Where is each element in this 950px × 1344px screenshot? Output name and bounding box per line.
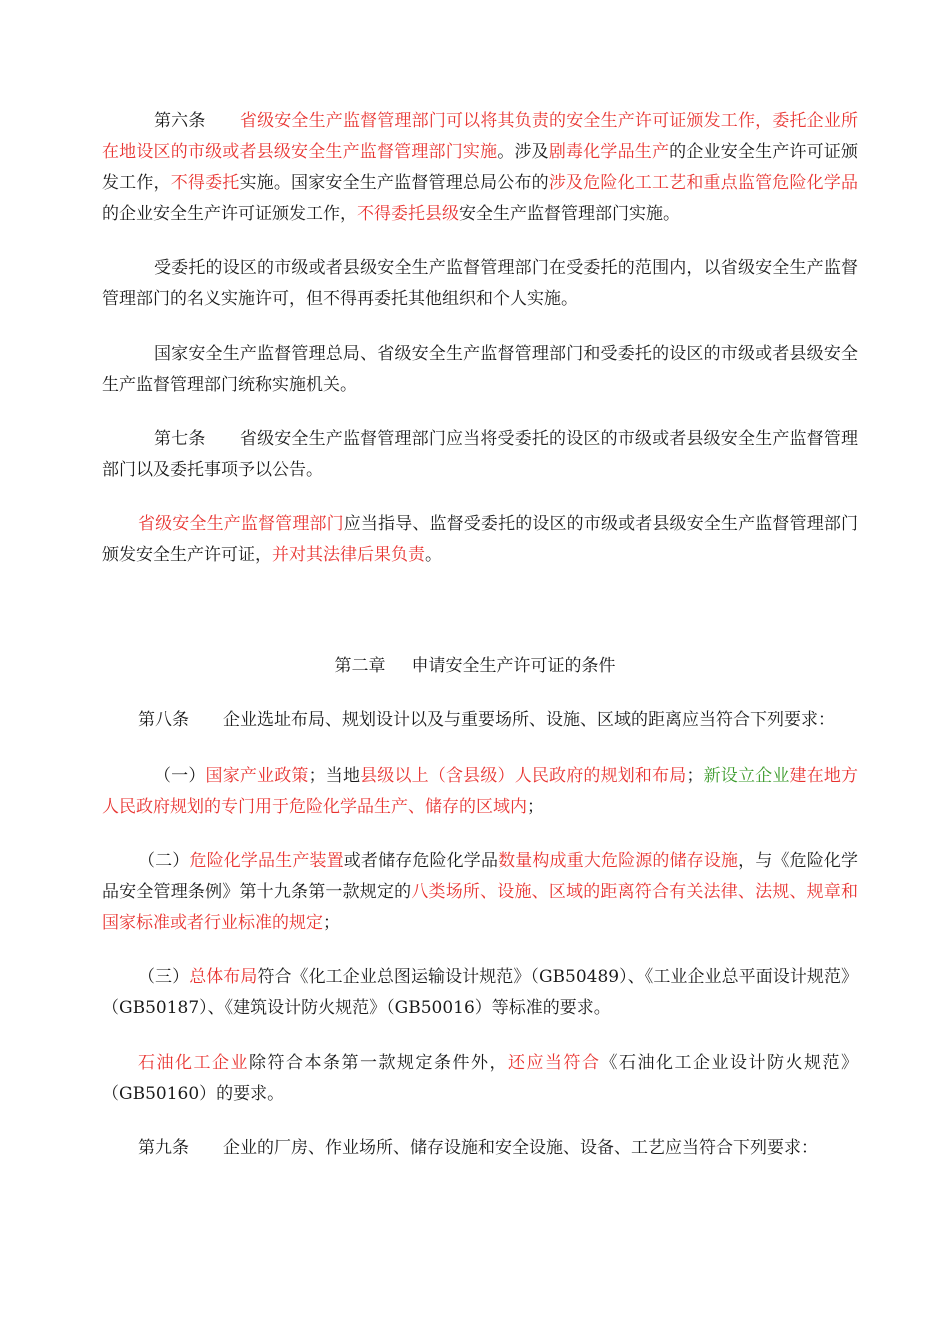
text-segment: 实施。国家安全生产监督管理总局公布的	[239, 173, 549, 193]
text-segment: ，与《危险化学品安全管理条例》第十九条第一款规定的	[102, 851, 859, 902]
text-segment: 国家产业政策	[205, 766, 309, 786]
article-8-item-1	[102, 761, 858, 823]
text-segment: 省级安全生产监督管理部门	[138, 514, 344, 534]
text-segment: ；	[527, 797, 544, 817]
text-segment: 总体布局	[189, 967, 258, 987]
article-9	[102, 1133, 858, 1164]
text-segment: 建在地方人民政府规划的专门用于危险化学品生产、储存的区域内	[102, 766, 859, 817]
article-6-paragraph-2	[102, 253, 858, 315]
text-segment: ；当地	[308, 766, 361, 786]
text-segment: 安全生产监督管理部门实施。	[459, 204, 680, 224]
text-segment: 剧毒化学品生产	[548, 142, 670, 162]
text-segment: 危险化学品生产装置	[189, 851, 344, 871]
article-8-item-3	[102, 962, 858, 1024]
article-7-paragraph-2	[102, 509, 858, 571]
text-segment: 不得委托	[170, 173, 240, 193]
chapter-title: 申请安全生产许可证的条件	[411, 656, 616, 676]
text-segment: 省级安全生产监督管理部门应当将受委托的设区的市级或者县级安全生产监督管理部门以及委托事项予以公告。	[102, 429, 859, 480]
text-segment: 的企业安全生产许可证颁发工作，	[102, 204, 357, 224]
text-segment: 。涉及	[497, 142, 549, 162]
text-segment: ；	[686, 766, 704, 786]
text-segment: 或者储存危险化学品	[343, 851, 499, 871]
text-segment: 应当指导、监督受委托的设区的市级或者县级安全生产监督管理部门颁发安全生产许可证，	[102, 514, 859, 565]
text-segment: 除符合本条第一款规定条件外，	[249, 1053, 508, 1073]
text-segment: 并对其法律后果负责	[272, 545, 425, 565]
text-segment	[206, 111, 240, 131]
text-segment: 石油化工企业	[138, 1053, 249, 1073]
text-segment	[189, 1138, 223, 1158]
text-segment: （三）	[138, 967, 190, 987]
text-segment: 。	[425, 545, 442, 565]
text-segment: 的企业安全生产许可证颁发工作，	[102, 142, 859, 193]
text-segment: ；	[323, 913, 340, 933]
text-segment: 新设立企业	[703, 766, 790, 786]
text-segment: 第九条	[138, 1138, 189, 1158]
text-segment: 不得委托县级	[357, 204, 459, 224]
text-segment: 第六条	[154, 111, 206, 131]
text-segment: 涉及危险化工工艺和重点监管危险化学品	[548, 173, 859, 193]
text-segment: 受委托的设区的市级或者县级安全生产监督管理部门在受委托的范围内，以省级安全生产监督管理部门的名义实施许可，但不得再委托其他组织和个人实施。	[102, 258, 858, 309]
article-6	[102, 106, 858, 230]
text-segment: 还应当符合	[508, 1053, 601, 1073]
article-7	[102, 424, 858, 486]
article-8-item-2	[102, 846, 858, 939]
text-segment: 县级以上（含县级）人民政府的规划和布局	[360, 766, 687, 786]
text-segment: （二）	[138, 851, 190, 871]
text-segment: （一）	[154, 766, 206, 786]
text-segment: 八类场所、设施、区域的距离符合有关法律、法规、规章和国家标准或者行业标准的规定	[102, 882, 859, 933]
text-segment: 符合《化工企业总图运输设计规范》（GB50489）、《工业企业总平面设计规范》（GB50187）、《建筑设计防火规范》（GB50016）等标准的要求。	[102, 967, 859, 1018]
chapter-number: 第二章	[334, 656, 386, 676]
text-segment: 第七条	[154, 429, 206, 449]
text-segment: 《石油化工企业设计防火规范》（GB50160）的要求。	[102, 1053, 858, 1104]
article-6-paragraph-3	[102, 339, 858, 401]
text-segment: 第八条	[138, 710, 189, 730]
chapter-heading	[0, 651, 950, 682]
text-segment	[189, 710, 223, 730]
article-8-paragraph-2	[102, 1048, 858, 1110]
text-segment: 企业选址布局、规划设计以及与重要场所、设施、区域的距离应当符合下列要求：	[223, 710, 835, 730]
text-segment	[206, 429, 240, 449]
text-segment: 省级安全生产监督管理部门可以将其负责的安全生产许可证颁发工作，委托企业所在地设区的市级或者县级安全生产监督管理部门实施	[102, 111, 859, 162]
text-segment: 数量构成重大危险源的储存设施	[498, 851, 739, 871]
text-segment: 企业的厂房、作业场所、储存设施和安全设施、设备、工艺应当符合下列要求：	[223, 1138, 818, 1158]
text-segment: 国家安全生产监督管理总局、省级安全生产监督管理部门和受委托的设区的市级或者县级安全生产监督管理部门统称实施机关。	[102, 344, 858, 395]
article-8	[102, 705, 858, 736]
